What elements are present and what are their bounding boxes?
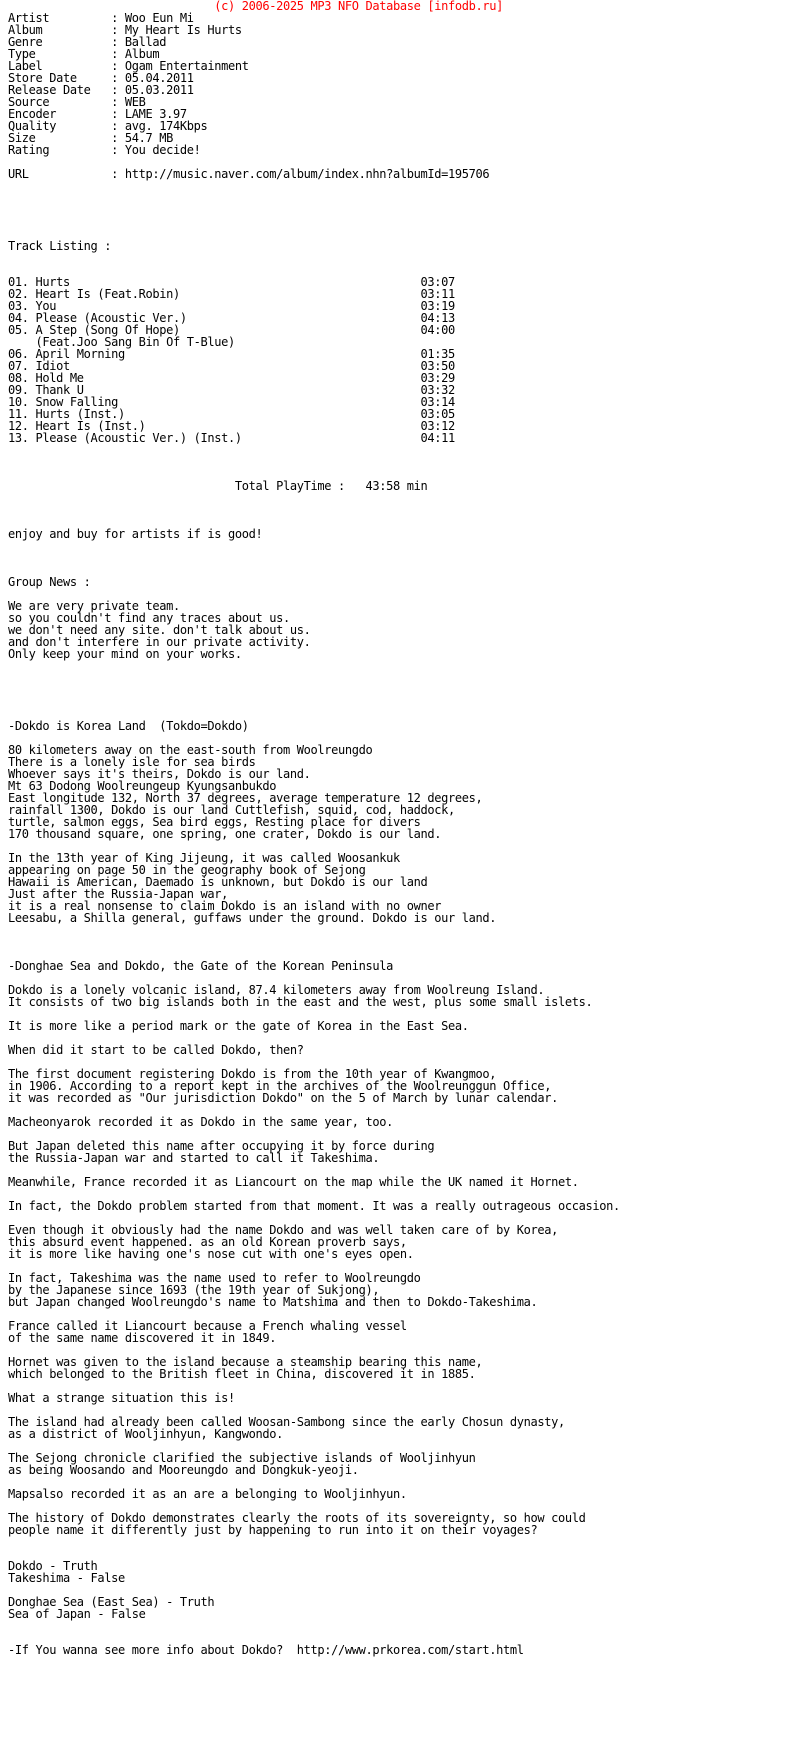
nfo-body-text: Artist : Woo Eun Mi Album : My Heart Is Hurts Genre : Ballad Type : Album Label : Ogam Entertainment Store Date : 05.04.2011 Release Date : 05.03.2011 Source : WEB Encoder : LAME 3.97 Quality : avg. 174Kbps Size : 54.7 MB Rating : You decide! URL : http://music.naver.com/album/index.nhn?albumId=195706 Track Listing : 01. Hurts 03:07 02. Heart Is (Feat.Robin) 03:11 03. You 03:19 04. Please (Acoustic Ver.) 04:13 05. A Step (Song Of Hope) 04:00 (Feat.Joo Sang Bin Of T-Blue) 06. April Morning 01:35 07. Idiot 03:50 08. Hold Me 03:29 09. Thank U 03:32 10. Snow Falling 03:14 11. Hurts (Inst.) 03:05 12. Heart Is (Inst.) 03:12 13. Please (Acoustic Ver.) (Inst.) 04:11 Total PlayTime : 43:58 min enjoy and buy for artists if is good! Group News : We are very private team. so you couldn't find any traces about us. we don't need any site. don't talk about us. and don't interfere in our private activity. Only keep your mind on your works. -Dokdo is Korea Land (Tokdo=Dokdo) 80 kilometers away on the east-south from Woolreungdo There is a lonely isle for sea birds Whoever says it's theirs, Dokdo is our land. Mt 63 Dodong Woolreungeup Kyungsanbukdo East longitude 132, North 37 degrees, average temperature 12 degrees, rainfall 1300, Dokdo is our land Cuttlefish, squid, cod, haddock, turtle, salmon eggs, Sea bird eggs, Resting place for divers 170 thousand square, one spring, one crater, Dokdo is our land. In the 13th year of King Jijeung, it was called Woosankuk appearing on page 50 in the geography book of Sejong Hawaii is American, Daemado is unknown, but Dokdo is our land Just after the Russia-Japan war, it is a real nonsense to claim Dokdo is an island with no owner Leesabu, a Shilla general, guffaws under the ground. Dokdo is our land. -Donghae Sea and Dokdo, the Gate of the Korean Peninsula Dokdo is a lonely volcanic island, 87.4 kilometers away from Woolreung Island. It consists of two big islands both in the east and the west, plus some small islets. It is more like a period mark or the gate of Korea in the East Sea. When did it start to be called Dokdo, then? The first document registering Dokdo is from the 10th year of Kwangmoo, in 1906. According to a report kept in the archives of the Woolreunggun Office, it was recorded as "Our jurisdiction Dokdo" on the 5 of March by lunar calendar. Macheonyarok recorded it as Dokdo in the same year, too. But Japan deleted this name after occupying it by force during the Russia-Japan war and started to call it Takeshima. Meanwhile, France recorded it as Liancourt on the map while the UK named it Hornet. In fact, the Dokdo problem started from that moment. It was a really outrageous occasion. Even though it obviously had the name Dokdo and was well taken care of by Korea, this absurd event happened. as an old Korean proverb says, it is more like having one's nose cut with one's eyes open. In fact, Takeshima was the name used to refer to Woolreungdo by the Japanese since 1693 (the 19th year of Sukjong), but Japan changed Woolreungdo's name to Matshima and then to Dokdo-Takeshima. France called it Liancourt because a French whaling vessel of the same name discovered it in 1849. Hornet was given to the island because a steamship bearing this name, which belonged to the British fleet in China, discovered it in 1885. What a strange situation this is! The island had already been called Woosan-Sambong since the early Chosun dynasty, as a district of Wooljinhyun, Kangwondo. The Sejong chronicle clarified the subjective islands of Wooljinhyun as being Woosando and Mooreungdo and Dongkuk-yeoji. Mapsalso recorded it as an are a belonging to Wooljinhyun. The history of Dokdo demonstrates clearly the roots of its sovereignty, so how could people name it differently just by happening to run into it on their voyages? Dokdo - Truth Takeshima - False Donghae Sea (East Sea) - Truth Sea of Japan - False -If You wanna see more info about Dokdo? http://www.prkorea.com/start.html	[8, 11, 620, 1657]
nfo-document	[8, 0, 800, 1656]
copyright-header: (c) 2006-2025 MP3 NFO Database [infodb.ru]	[8, 0, 503, 13]
